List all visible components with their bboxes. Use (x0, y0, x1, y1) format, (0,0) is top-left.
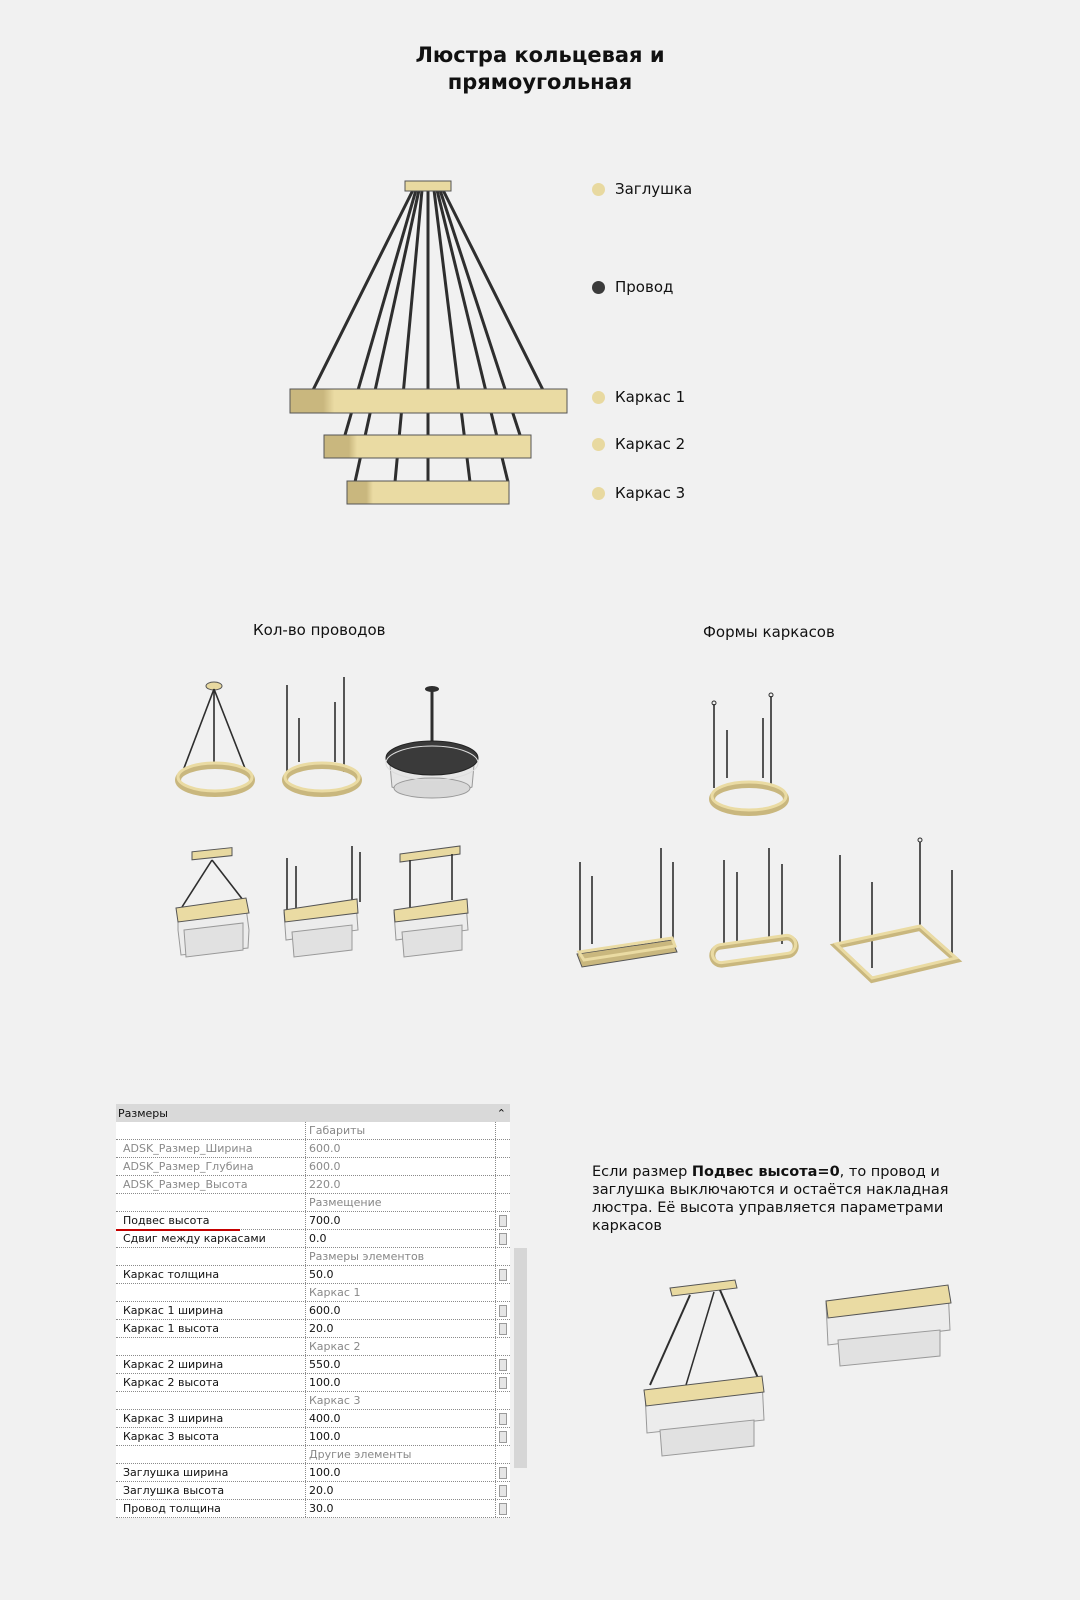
main-chandelier (290, 181, 567, 504)
property-row[interactable] (116, 1428, 510, 1446)
rect-four-wires (284, 846, 360, 957)
property-name: Заглушка ширина (116, 1464, 306, 1481)
wires-count-title: Кол-во проводов (253, 621, 386, 639)
property-name (116, 1446, 306, 1463)
note-after: , то провод и заглушка выключаются и остаётся накладная люстра. Её высота управляется параметрами каркасов (592, 1164, 949, 1234)
property-row (116, 1158, 510, 1176)
property-row[interactable] (116, 1356, 510, 1374)
main-frame-3 (347, 481, 509, 504)
property-row (116, 1176, 510, 1194)
property-name (116, 1284, 306, 1301)
property-group-row (116, 1194, 510, 1212)
ceiling-chandelier (826, 1285, 951, 1366)
property-name: Каркас 3 высота (116, 1428, 306, 1445)
highlight-underline (116, 1229, 240, 1231)
legend-frame-1 (592, 388, 685, 406)
property-group-row (116, 1122, 510, 1140)
property-value[interactable]: 100.0 (306, 1464, 496, 1481)
property-action-cell (496, 1356, 510, 1373)
property-row[interactable] (116, 1464, 510, 1482)
property-name: Каркас 1 высота (116, 1320, 306, 1337)
property-group-label: Другие элементы (306, 1446, 496, 1463)
properties-header-label: Размеры (118, 1106, 168, 1120)
main-frame-1 (290, 389, 567, 413)
associate-parameter-button[interactable] (499, 1323, 507, 1335)
property-group-label: Габариты (306, 1122, 496, 1139)
property-row[interactable] (116, 1374, 510, 1392)
suspended-chandelier (644, 1280, 764, 1456)
property-value: 600.0 (306, 1158, 496, 1175)
legend-frame-1-label: Каркас 1 (615, 388, 686, 406)
property-row[interactable] (116, 1320, 510, 1338)
property-value[interactable]: 400.0 (306, 1410, 496, 1427)
double-chevron-up-icon[interactable]: ⌃ (496, 1106, 506, 1120)
associate-parameter-button[interactable] (499, 1269, 507, 1281)
property-group-row (116, 1338, 510, 1356)
associate-parameter-button[interactable] (499, 1431, 507, 1443)
associate-parameter-button[interactable] (499, 1467, 507, 1479)
property-row[interactable] (116, 1212, 510, 1230)
property-action-cell (496, 1248, 510, 1265)
associate-parameter-button[interactable] (499, 1233, 507, 1245)
shape-round (712, 693, 786, 813)
property-action-cell (496, 1140, 510, 1157)
legend-frame-2-label: Каркас 2 (615, 435, 686, 453)
property-name (116, 1248, 306, 1265)
property-action-cell (496, 1302, 510, 1319)
property-action-cell (496, 1176, 510, 1193)
property-value[interactable]: 0.0 (306, 1230, 496, 1247)
property-name (116, 1122, 306, 1139)
property-group-label: Размеры элементов (306, 1248, 496, 1265)
property-action-cell (496, 1482, 510, 1499)
property-group-row (116, 1284, 510, 1302)
associate-parameter-button[interactable] (499, 1377, 507, 1389)
property-action-cell (496, 1446, 510, 1463)
property-action-cell (496, 1320, 510, 1337)
properties-header[interactable] (116, 1104, 510, 1122)
property-row[interactable] (116, 1500, 510, 1518)
legend-frame-1-swatch (592, 391, 605, 404)
property-action-cell (496, 1158, 510, 1175)
legend-frame-3-swatch (592, 487, 605, 500)
property-value: 220.0 (306, 1176, 496, 1193)
property-row (116, 1140, 510, 1158)
property-action-cell (496, 1194, 510, 1211)
property-name: Каркас 1 ширина (116, 1302, 306, 1319)
legend-wire-swatch (592, 281, 605, 294)
property-group-label: Каркас 3 (306, 1392, 496, 1409)
property-action-cell (496, 1428, 510, 1445)
main-frame-2 (324, 435, 531, 458)
property-value[interactable]: 600.0 (306, 1302, 496, 1319)
property-action-cell (496, 1212, 510, 1229)
round-four-wires (285, 677, 359, 794)
property-name: ADSK_Размер_Ширина (116, 1140, 306, 1157)
property-name: Каркас толщина (116, 1266, 306, 1283)
note-bold: Подвес высота=0 (691, 1164, 840, 1180)
round-single-rod (386, 686, 478, 798)
note-before: Если размер (592, 1164, 692, 1180)
property-group-row (116, 1248, 510, 1266)
legend-wire (592, 278, 673, 296)
property-group-label: Размещение (306, 1194, 496, 1211)
shape-square (836, 838, 956, 980)
rect-two-wires-bar (394, 846, 468, 957)
property-name: ADSK_Размер_Глубина (116, 1158, 306, 1175)
property-name: Заглушка высота (116, 1482, 306, 1499)
properties-scrollbar[interactable] (514, 1248, 527, 1468)
property-action-cell (496, 1338, 510, 1355)
property-action-cell (496, 1410, 510, 1427)
property-name (116, 1392, 306, 1409)
property-value[interactable]: 700.0 (306, 1212, 496, 1229)
property-value[interactable]: 100.0 (306, 1428, 496, 1445)
legend-wire-label: Провод (615, 278, 674, 296)
property-value[interactable]: 20.0 (306, 1482, 496, 1499)
legend-cap-swatch (592, 183, 605, 196)
associate-parameter-button[interactable] (499, 1503, 507, 1515)
property-group-label: Каркас 2 (306, 1338, 496, 1355)
page-title-line-2: прямоугольная (447, 70, 633, 94)
legend-cap-label: Заглушка (615, 180, 693, 198)
properties-rows (116, 1122, 510, 1518)
property-action-cell (496, 1374, 510, 1391)
shape-oval (711, 848, 797, 966)
properties-panel (116, 1104, 510, 1518)
property-value[interactable]: 550.0 (306, 1356, 496, 1373)
property-action-cell (496, 1464, 510, 1481)
note-text (592, 1163, 962, 1235)
property-action-cell (496, 1230, 510, 1247)
property-value[interactable]: 20.0 (306, 1320, 496, 1337)
property-value[interactable]: 50.0 (306, 1266, 496, 1283)
property-name: Сдвиг между каркасами (116, 1230, 306, 1247)
property-group-row (116, 1392, 510, 1410)
property-action-cell (496, 1500, 510, 1517)
associate-parameter-button[interactable] (499, 1359, 507, 1371)
page-title-line-1: Люстра кольцевая и (415, 43, 665, 67)
property-name: Каркас 3 ширина (116, 1410, 306, 1427)
property-name (116, 1338, 306, 1355)
property-row[interactable] (116, 1266, 510, 1284)
property-name (116, 1194, 306, 1211)
property-group-label: Каркас 1 (306, 1284, 496, 1301)
legend-frame-3-label: Каркас 3 (615, 484, 686, 502)
property-name: Провод толщина (116, 1500, 306, 1517)
property-value: 600.0 (306, 1140, 496, 1157)
property-row[interactable] (116, 1302, 510, 1320)
round-three-wires (178, 682, 252, 794)
property-name: Каркас 2 ширина (116, 1356, 306, 1373)
shape-rectangular (577, 848, 677, 967)
frame-shapes-title: Формы каркасов (703, 623, 835, 641)
property-row[interactable] (116, 1410, 510, 1428)
property-name: ADSK_Размер_Высота (116, 1176, 306, 1193)
property-name: Подвес высота (116, 1212, 306, 1229)
associate-parameter-button[interactable] (499, 1485, 507, 1497)
main-cap (405, 181, 451, 191)
property-name: Каркас 2 высота (116, 1374, 306, 1391)
property-action-cell (496, 1122, 510, 1139)
legend-frame-2-swatch (592, 438, 605, 451)
legend-frame-2 (592, 435, 685, 453)
rect-two-wires-cap (176, 848, 249, 957)
property-action-cell (496, 1284, 510, 1301)
property-row[interactable] (116, 1230, 510, 1248)
associate-parameter-button[interactable] (499, 1413, 507, 1425)
property-value[interactable]: 100.0 (306, 1374, 496, 1391)
property-action-cell (496, 1392, 510, 1409)
property-value[interactable]: 30.0 (306, 1500, 496, 1517)
property-group-row (116, 1446, 510, 1464)
associate-parameter-button[interactable] (499, 1215, 507, 1227)
property-row[interactable] (116, 1482, 510, 1500)
associate-parameter-button[interactable] (499, 1305, 507, 1317)
legend-cap (592, 180, 692, 198)
property-action-cell (496, 1266, 510, 1283)
legend-frame-3 (592, 484, 685, 502)
